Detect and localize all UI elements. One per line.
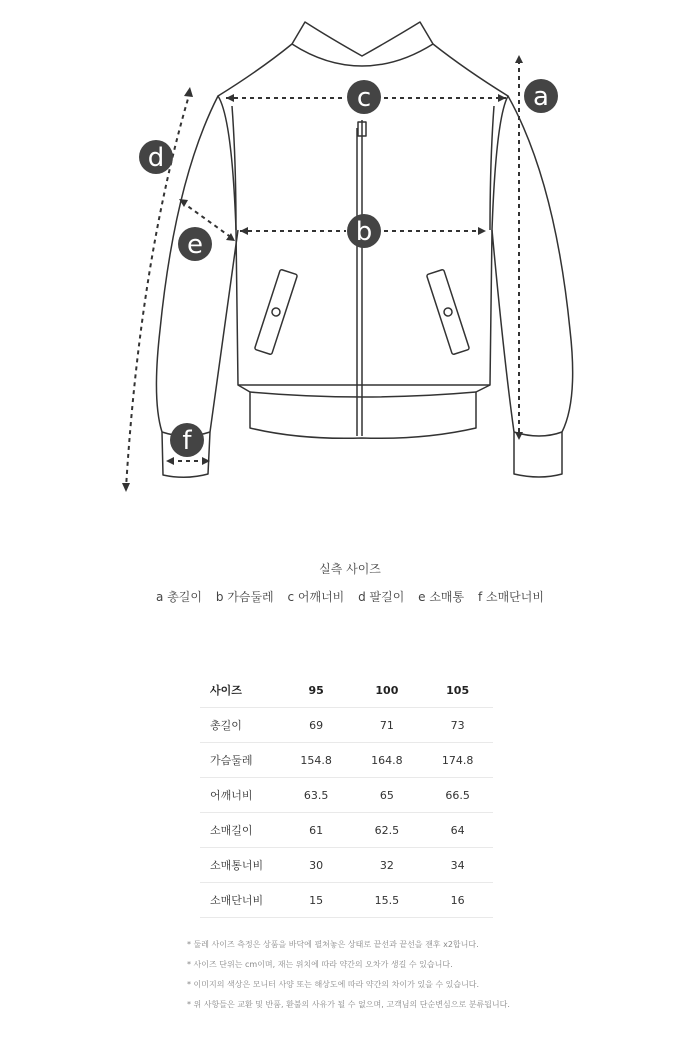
note-line: * 이미지의 색상은 모니터 사양 또는 해상도에 따라 약간의 차이가 있을 수 있습니다.	[187, 980, 480, 989]
svg-text:f: f	[182, 426, 192, 456]
column-header: 105	[422, 673, 493, 708]
legend-item-f: f 소매단너비	[477, 590, 544, 604]
legend-item-a: a 총길이	[156, 590, 202, 604]
table-row	[200, 743, 493, 778]
table-cell: 30	[281, 848, 352, 883]
table-cell: 61	[281, 813, 352, 848]
svg-text:c: c	[356, 83, 372, 113]
legend-item-e: e 소매통	[418, 590, 465, 604]
table-row	[200, 708, 493, 743]
column-header: 95	[281, 673, 352, 708]
table-cell: 65	[352, 778, 423, 813]
row-label: 총길이	[200, 708, 281, 743]
table-cell: 73	[422, 708, 493, 743]
row-label: 어깨너비	[200, 778, 281, 813]
table-row	[200, 848, 493, 883]
badge-e	[178, 227, 212, 261]
table-row	[200, 813, 493, 848]
column-header: 사이즈	[200, 673, 281, 708]
column-header: 100	[352, 673, 423, 708]
legend-item-d: d 팔길이	[358, 590, 405, 604]
size-chart-title: 실측 사이즈	[319, 562, 381, 576]
badge-f	[170, 423, 204, 457]
legend-item-b: b 가슴둘레	[215, 590, 274, 604]
table-cell: 16	[422, 883, 493, 918]
note-line: * 둘레 사이즈 측정은 상품을 바닥에 펼쳐놓은 상태로 끝선과 끝선을 잰후 x2합니다.	[187, 940, 479, 949]
table-row	[200, 778, 493, 813]
table-cell: 15	[281, 883, 352, 918]
table-cell: 34	[422, 848, 493, 883]
size-notes	[187, 935, 667, 1015]
svg-text:d: d	[147, 143, 165, 173]
table-row	[200, 883, 493, 918]
note-line: * 위 사항들은 교환 및 반품, 환불의 사유가 될 수 없으며, 고객님의 단순변심으로 분류됩니다.	[187, 1000, 510, 1009]
svg-text:a: a	[533, 82, 549, 112]
svg-text:e: e	[187, 230, 203, 260]
jacket-measurement-diagram	[0, 0, 700, 510]
measurement-legend	[0, 588, 700, 605]
row-label: 소매길이	[200, 813, 281, 848]
badge-c	[347, 80, 381, 114]
table-header-row	[200, 673, 493, 708]
note-line: * 사이즈 단위는 cm이며, 재는 위치에 따라 약간의 오차가 생길 수 있습니다.	[187, 960, 453, 969]
table-cell: 15.5	[352, 883, 423, 918]
table-cell: 71	[352, 708, 423, 743]
size-table	[200, 673, 493, 918]
table-cell: 69	[281, 708, 352, 743]
badge-a	[524, 79, 558, 113]
svg-text:b: b	[355, 217, 373, 247]
table-cell: 32	[352, 848, 423, 883]
table-cell: 66.5	[422, 778, 493, 813]
row-label: 소매통너비	[200, 848, 281, 883]
table-cell: 63.5	[281, 778, 352, 813]
badge-b	[347, 214, 381, 248]
badge-d	[139, 140, 173, 174]
table-cell: 154.8	[281, 743, 352, 778]
legend-item-c: c 어깨너비	[287, 590, 345, 604]
row-label: 가슴둘레	[200, 743, 281, 778]
table-cell: 174.8	[422, 743, 493, 778]
table-cell: 62.5	[352, 813, 423, 848]
table-cell: 164.8	[352, 743, 423, 778]
row-label: 소매단너비	[200, 883, 281, 918]
table-cell: 64	[422, 813, 493, 848]
